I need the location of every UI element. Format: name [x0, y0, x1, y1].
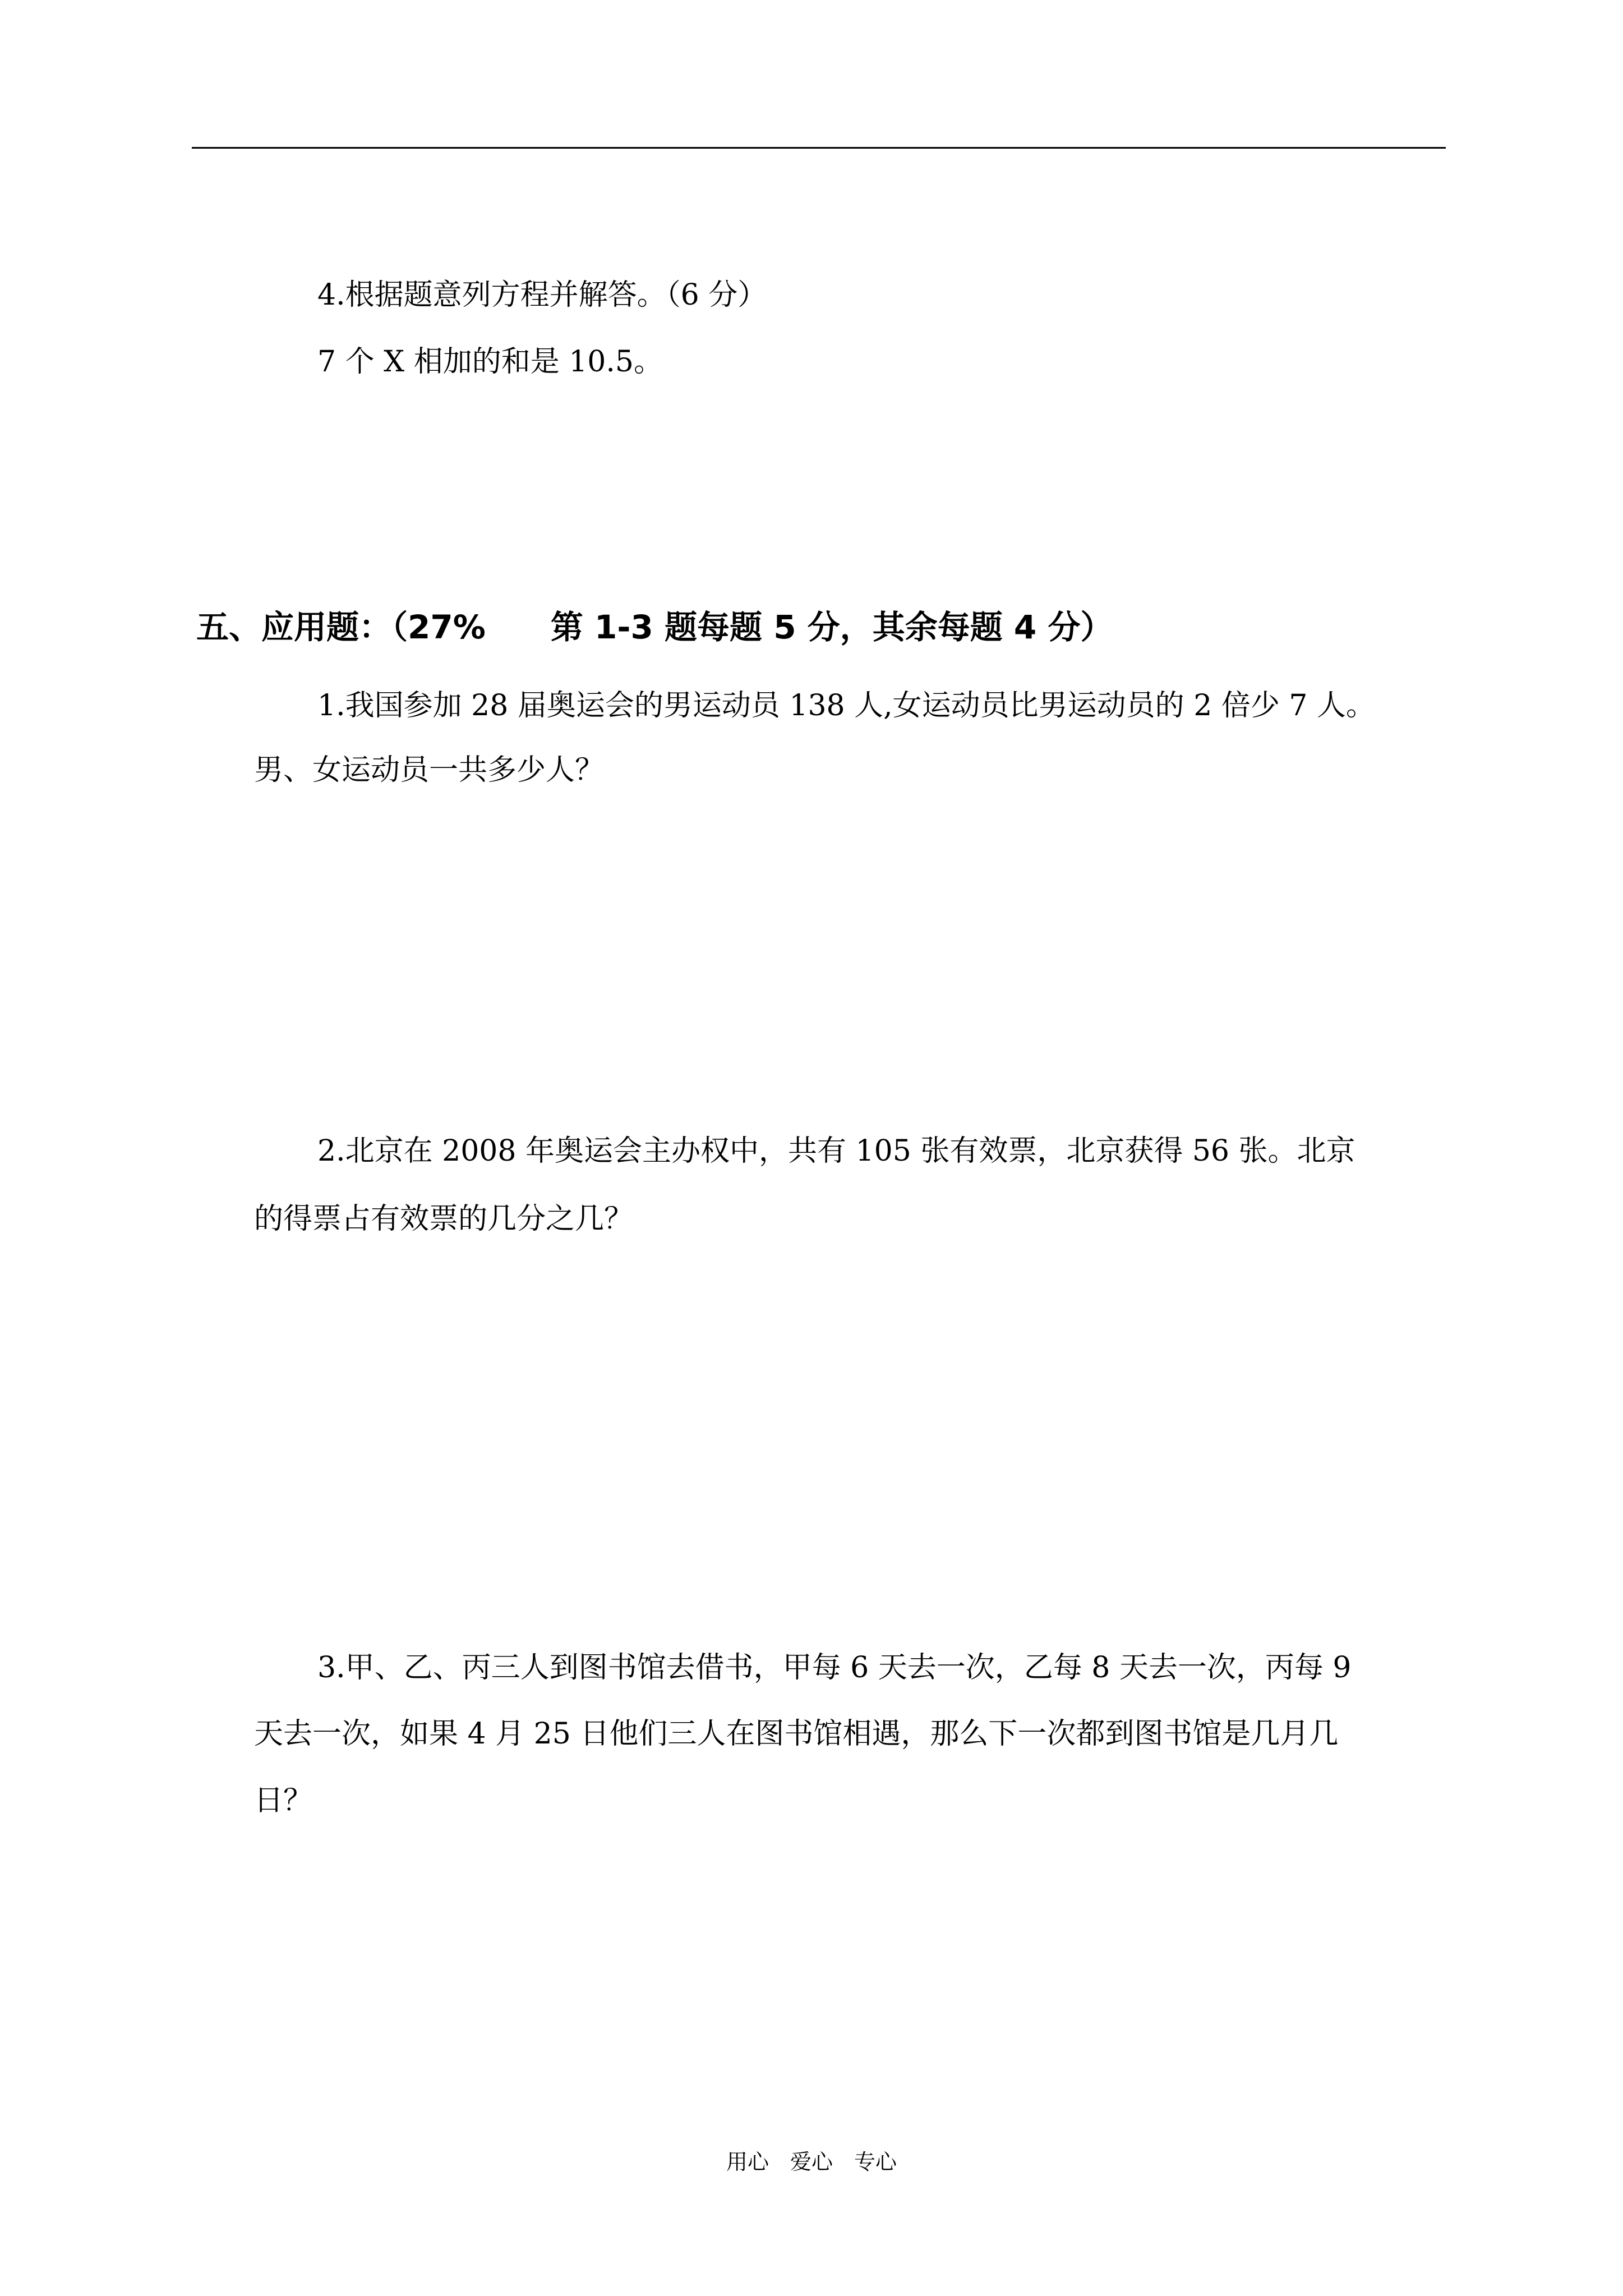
section-5-heading: 五、应用题：（27% 第 1-3 题每题 5 分，其余每题 4 分） [196, 608, 1113, 646]
question-3-line-3: 日？ [254, 1784, 313, 1818]
page-footer: 用心 爱心 专心 [726, 2150, 897, 2174]
header-rule [192, 147, 1446, 149]
question-4-prompt: 4.根据题意列方程并解答。（6 分） [317, 278, 767, 312]
question-1-line-1: 1.我国参加 28 届奥运会的男运动员 138 人,女运动员比男运动员的 2 倍少 7 人。 [317, 689, 1375, 723]
question-1-line-2: 男、女运动员一共多少人？ [254, 753, 605, 787]
question-2-line-2: 的得票占有效票的几分之几？ [254, 1202, 634, 1236]
question-3-line-1: 3.甲、乙、丙三人到图书馆去借书，甲每 6 天去一次，乙每 8 天去一次，丙每 9 [317, 1651, 1352, 1685]
question-3-line-2: 天去一次，如果 4 月 25 日他们三人在图书馆相遇，那么下一次都到图书馆是几月几 [254, 1717, 1339, 1751]
question-4-statement: 7 个 X 相加的和是 10.5。 [317, 345, 663, 379]
question-2-line-1: 2.北京在 2008 年奥运会主办权中，共有 105 张有效票，北京获得 56 张。北京 [317, 1134, 1355, 1168]
